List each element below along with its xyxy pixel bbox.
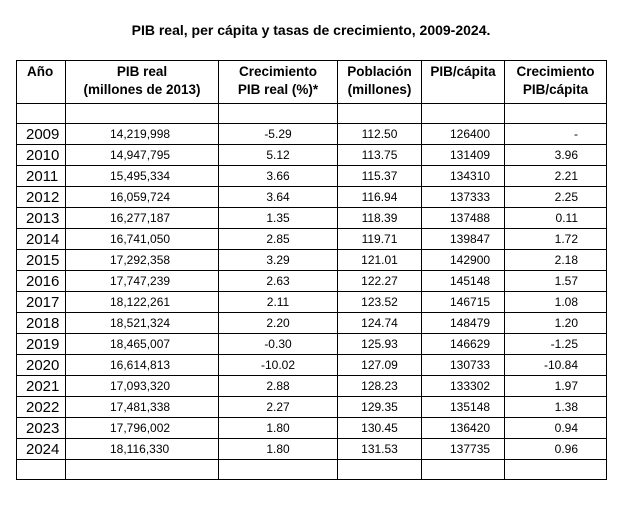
gdp-cell: 17,093,320: [66, 376, 219, 397]
population-cell: 113.75: [338, 145, 422, 166]
gdp-growth-cell: 2.85: [219, 229, 338, 250]
per-capita-growth-cell: 0.96: [505, 439, 607, 460]
gdp-growth-cell: 5.12: [219, 145, 338, 166]
gdp-growth-cell: 3.66: [219, 166, 338, 187]
gdp-cell: 16,059,724: [66, 187, 219, 208]
population-cell: 123.52: [338, 292, 422, 313]
population-cell: 131.53: [338, 439, 422, 460]
population-cell: 119.71: [338, 229, 422, 250]
per-capita-growth-cell: 2.18: [505, 250, 607, 271]
table-row: [17, 376, 607, 397]
gdp-per-capita-cell: 137735: [422, 439, 505, 460]
gdp-cell: 16,741,050: [66, 229, 219, 250]
population-cell: 125.93: [338, 334, 422, 355]
year-cell: 2010: [17, 145, 66, 166]
header-per-capita-growth: Crecimiento PIB/cápita: [505, 61, 607, 104]
header-population: Población (millones): [338, 61, 422, 104]
gdp-per-capita-cell: 137333: [422, 187, 505, 208]
year-cell: 2014: [17, 229, 66, 250]
year-cell: 2021: [17, 376, 66, 397]
gdp-per-capita-cell: 133302: [422, 376, 505, 397]
year-cell: 2013: [17, 208, 66, 229]
population-cell: 128.23: [338, 376, 422, 397]
population-cell: 127.09: [338, 355, 422, 376]
gdp-growth-cell: -0.30: [219, 334, 338, 355]
gdp-cell: 17,747,239: [66, 271, 219, 292]
population-cell: 116.94: [338, 187, 422, 208]
gdp-table: [16, 60, 607, 480]
gdp-per-capita-cell: 131409: [422, 145, 505, 166]
table-row: [17, 418, 607, 439]
year-cell: 2009: [17, 124, 66, 145]
gdp-cell: 16,277,187: [66, 208, 219, 229]
table-row: [17, 208, 607, 229]
table-row: [17, 166, 607, 187]
per-capita-growth-cell: 0.11: [505, 208, 607, 229]
table-row: [17, 271, 607, 292]
population-cell: 124.74: [338, 313, 422, 334]
table-row: [17, 250, 607, 271]
header-year: Año: [17, 61, 66, 104]
year-cell: 2016: [17, 271, 66, 292]
year-cell: 2023: [17, 418, 66, 439]
gdp-per-capita-cell: 126400: [422, 124, 505, 145]
header-row: [17, 61, 607, 104]
gdp-per-capita-cell: 130733: [422, 355, 505, 376]
per-capita-growth-cell: 1.57: [505, 271, 607, 292]
per-capita-growth-cell: 1.97: [505, 376, 607, 397]
year-cell: 2018: [17, 313, 66, 334]
gdp-growth-cell: 2.88: [219, 376, 338, 397]
gdp-per-capita-cell: 145148: [422, 271, 505, 292]
table-title: PIB real, per cápita y tasas de crecimiento, 2009-2024.: [131, 22, 491, 38]
table-row: [17, 145, 607, 166]
gdp-growth-cell: 3.29: [219, 250, 338, 271]
gdp-growth-cell: 2.27: [219, 397, 338, 418]
gdp-per-capita-cell: 136420: [422, 418, 505, 439]
per-capita-growth-cell: 1.72: [505, 229, 607, 250]
year-cell: 2022: [17, 397, 66, 418]
gdp-per-capita-cell: 134310: [422, 166, 505, 187]
per-capita-growth-cell: 1.20: [505, 313, 607, 334]
per-capita-growth-cell: 2.21: [505, 166, 607, 187]
per-capita-growth-cell: -: [505, 124, 607, 145]
table-row: [17, 397, 607, 418]
blank-row: [17, 104, 607, 124]
per-capita-growth-cell: 1.08: [505, 292, 607, 313]
header-gdp-per-capita: PIB/cápita: [422, 61, 505, 104]
gdp-growth-cell: 1.80: [219, 439, 338, 460]
per-capita-growth-cell: 2.25: [505, 187, 607, 208]
table-row: [17, 439, 607, 460]
table-row: [17, 334, 607, 355]
gdp-per-capita-cell: 142900: [422, 250, 505, 271]
gdp-cell: 17,796,002: [66, 418, 219, 439]
table-row: [17, 229, 607, 250]
header-gdp-growth: Crecimiento PIB real (%)*: [219, 61, 338, 104]
gdp-per-capita-cell: 137488: [422, 208, 505, 229]
population-cell: 121.01: [338, 250, 422, 271]
blank-row: [17, 460, 607, 480]
population-cell: 115.37: [338, 166, 422, 187]
gdp-cell: 15,495,334: [66, 166, 219, 187]
per-capita-growth-cell: 1.38: [505, 397, 607, 418]
gdp-per-capita-cell: 148479: [422, 313, 505, 334]
population-cell: 118.39: [338, 208, 422, 229]
gdp-growth-cell: 2.63: [219, 271, 338, 292]
gdp-cell: 14,947,795: [66, 145, 219, 166]
population-cell: 122.27: [338, 271, 422, 292]
year-cell: 2024: [17, 439, 66, 460]
table-row: [17, 355, 607, 376]
table-row: [17, 313, 607, 334]
gdp-cell: 14,219,998: [66, 124, 219, 145]
gdp-cell: 17,292,358: [66, 250, 219, 271]
table-row: [17, 292, 607, 313]
table-row: [17, 124, 607, 145]
gdp-growth-cell: 2.20: [219, 313, 338, 334]
gdp-growth-cell: 2.11: [219, 292, 338, 313]
gdp-cell: 18,122,261: [66, 292, 219, 313]
gdp-growth-cell: 3.64: [219, 187, 338, 208]
year-cell: 2015: [17, 250, 66, 271]
gdp-cell: 18,465,007: [66, 334, 219, 355]
gdp-growth-cell: -10.02: [219, 355, 338, 376]
year-cell: 2011: [17, 166, 66, 187]
gdp-per-capita-cell: 139847: [422, 229, 505, 250]
year-cell: 2019: [17, 334, 66, 355]
gdp-per-capita-cell: 135148: [422, 397, 505, 418]
gdp-growth-cell: 1.35: [219, 208, 338, 229]
population-cell: 129.35: [338, 397, 422, 418]
gdp-growth-cell: 1.80: [219, 418, 338, 439]
gdp-cell: 16,614,813: [66, 355, 219, 376]
gdp-per-capita-cell: 146629: [422, 334, 505, 355]
table-row: [17, 187, 607, 208]
population-cell: 130.45: [338, 418, 422, 439]
header-gdp: PIB real (millones de 2013): [66, 61, 219, 104]
per-capita-growth-cell: 0.94: [505, 418, 607, 439]
year-cell: 2020: [17, 355, 66, 376]
gdp-cell: 18,521,324: [66, 313, 219, 334]
gdp-cell: 17,481,338: [66, 397, 219, 418]
year-cell: 2012: [17, 187, 66, 208]
per-capita-growth-cell: -1.25: [505, 334, 607, 355]
per-capita-growth-cell: 3.96: [505, 145, 607, 166]
year-cell: 2017: [17, 292, 66, 313]
gdp-per-capita-cell: 146715: [422, 292, 505, 313]
population-cell: 112.50: [338, 124, 422, 145]
gdp-cell: 18,116,330: [66, 439, 219, 460]
gdp-growth-cell: -5.29: [219, 124, 338, 145]
per-capita-growth-cell: -10.84: [505, 355, 607, 376]
